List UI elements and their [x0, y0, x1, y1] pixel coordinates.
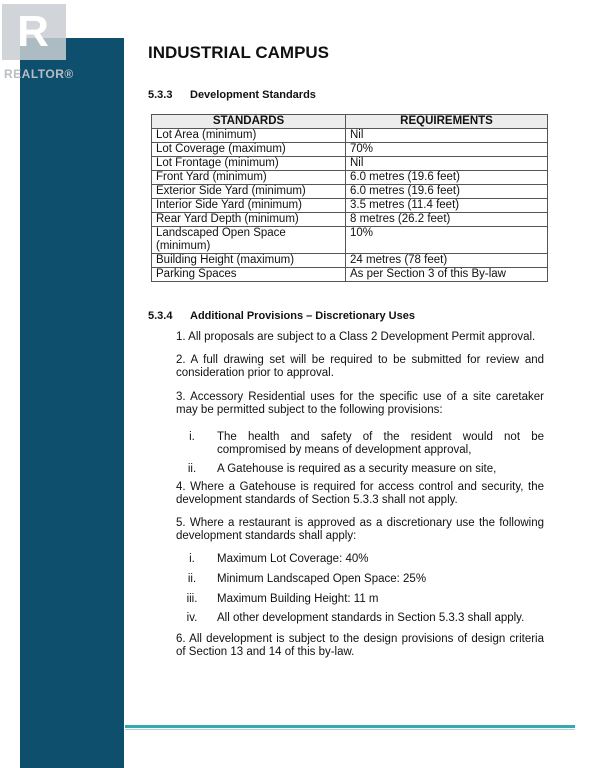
footer-rule-thin — [125, 729, 575, 730]
sub-5-numeral: ii. — [187, 573, 197, 585]
provision-5: 5. Where a restaurant is approved as a discretionary use the following development standards shall apply: — [176, 517, 544, 542]
section-number: 5.3.3 — [148, 89, 173, 101]
provision-1: 1. All proposals are subject to a Class 2 Development Permit approval. — [176, 331, 536, 343]
cell-standard: Interior Side Yard (minimum) — [152, 199, 346, 213]
table-row — [152, 213, 548, 227]
table-row — [152, 254, 548, 268]
sidebar-band — [20, 38, 124, 768]
sub-5-item: Maximum Lot Coverage: 40% — [217, 553, 369, 565]
table-row — [152, 157, 548, 171]
cell-requirement: As per Section 3 of this By-law — [346, 268, 548, 282]
cell-requirement: Nil — [346, 157, 548, 171]
cell-standard: Lot Area (minimum) — [152, 129, 346, 143]
cell-requirement: 8 metres (26.2 feet) — [346, 213, 548, 227]
section-title: Development Standards — [190, 89, 316, 101]
provision-6: 6. All development is subject to the design provisions of design criteria of Section 13 and 14 of this by-law. — [176, 633, 544, 658]
section-533-heading — [148, 88, 316, 102]
table-row — [152, 185, 548, 199]
cell-requirement: 10% — [346, 227, 548, 254]
section-534-heading — [148, 309, 415, 323]
sub-5-numeral: i. — [189, 553, 195, 565]
provision-2: 2. A full drawing set will be required to be submitted for review and consideration prior to approval. — [176, 354, 544, 379]
page-title: INDUSTRIAL CAMPUS — [148, 43, 330, 62]
cell-standard: Rear Yard Depth (minimum) — [152, 213, 346, 227]
sub-5-numeral: iv. — [186, 612, 198, 624]
cell-requirement: 6.0 metres (19.6 feet) — [346, 185, 548, 199]
table-header-row — [152, 115, 548, 129]
provision-3: 3. Accessory Residential uses for the specific use of a site caretaker may be permitted subject to the following provisions: — [176, 391, 544, 416]
section-number: 5.3.4 — [148, 310, 173, 322]
table-row — [152, 199, 548, 213]
sub-5-item: All other development standards in Section 5.3.3 shall apply. — [217, 612, 525, 624]
cell-standard: Parking Spaces — [152, 268, 346, 282]
cell-requirement: 3.5 metres (11.4 feet) — [346, 199, 548, 213]
logo-mark: R — [17, 7, 49, 56]
section-title: Additional Provisions – Discretionary Uses — [190, 310, 415, 322]
provision-4: 4. Where a Gatehouse is required for access control and security, the development standards of Section 5.3.3 shall not apply. — [176, 481, 544, 506]
footer-rule — [125, 725, 575, 728]
table-row — [152, 129, 548, 143]
cell-requirement: Nil — [346, 129, 548, 143]
sub-3-item: A Gatehouse is required as a security measure on site, — [217, 463, 497, 475]
sub-3-numeral: i. — [189, 431, 195, 443]
cell-requirement: 70% — [346, 143, 548, 157]
sub-3-item: The health and safety of the resident would not be compromised by means of development approval, — [217, 431, 544, 456]
sub-5-item: Maximum Building Height: 11 m — [217, 593, 379, 605]
cell-requirement: 24 metres (78 feet) — [346, 254, 548, 268]
sub-5-item: Minimum Landscaped Open Space: 25% — [217, 573, 427, 585]
cell-standard: Lot Coverage (maximum) — [152, 143, 346, 157]
table-row — [152, 171, 548, 185]
table-row — [152, 268, 548, 282]
cell-standard: Building Height (maximum) — [152, 254, 346, 268]
sub-3-numeral: ii. — [187, 463, 197, 475]
header-requirements: REQUIREMENTS — [346, 115, 548, 129]
table-row — [152, 143, 548, 157]
sub-5-numeral: iii. — [186, 593, 198, 605]
cell-standard: Landscaped Open Space (minimum) — [152, 227, 346, 254]
cell-requirement: 6.0 metres (19.6 feet) — [346, 171, 548, 185]
standards-table — [151, 114, 548, 282]
logo-text: REALTOR® — [4, 67, 74, 81]
realtor-logo — [2, 4, 74, 81]
header-standards: STANDARDS — [152, 115, 346, 129]
table-row — [152, 227, 548, 254]
cell-standard: Exterior Side Yard (minimum) — [152, 185, 346, 199]
cell-standard: Front Yard (minimum) — [152, 171, 346, 185]
cell-standard: Lot Frontage (minimum) — [152, 157, 346, 171]
